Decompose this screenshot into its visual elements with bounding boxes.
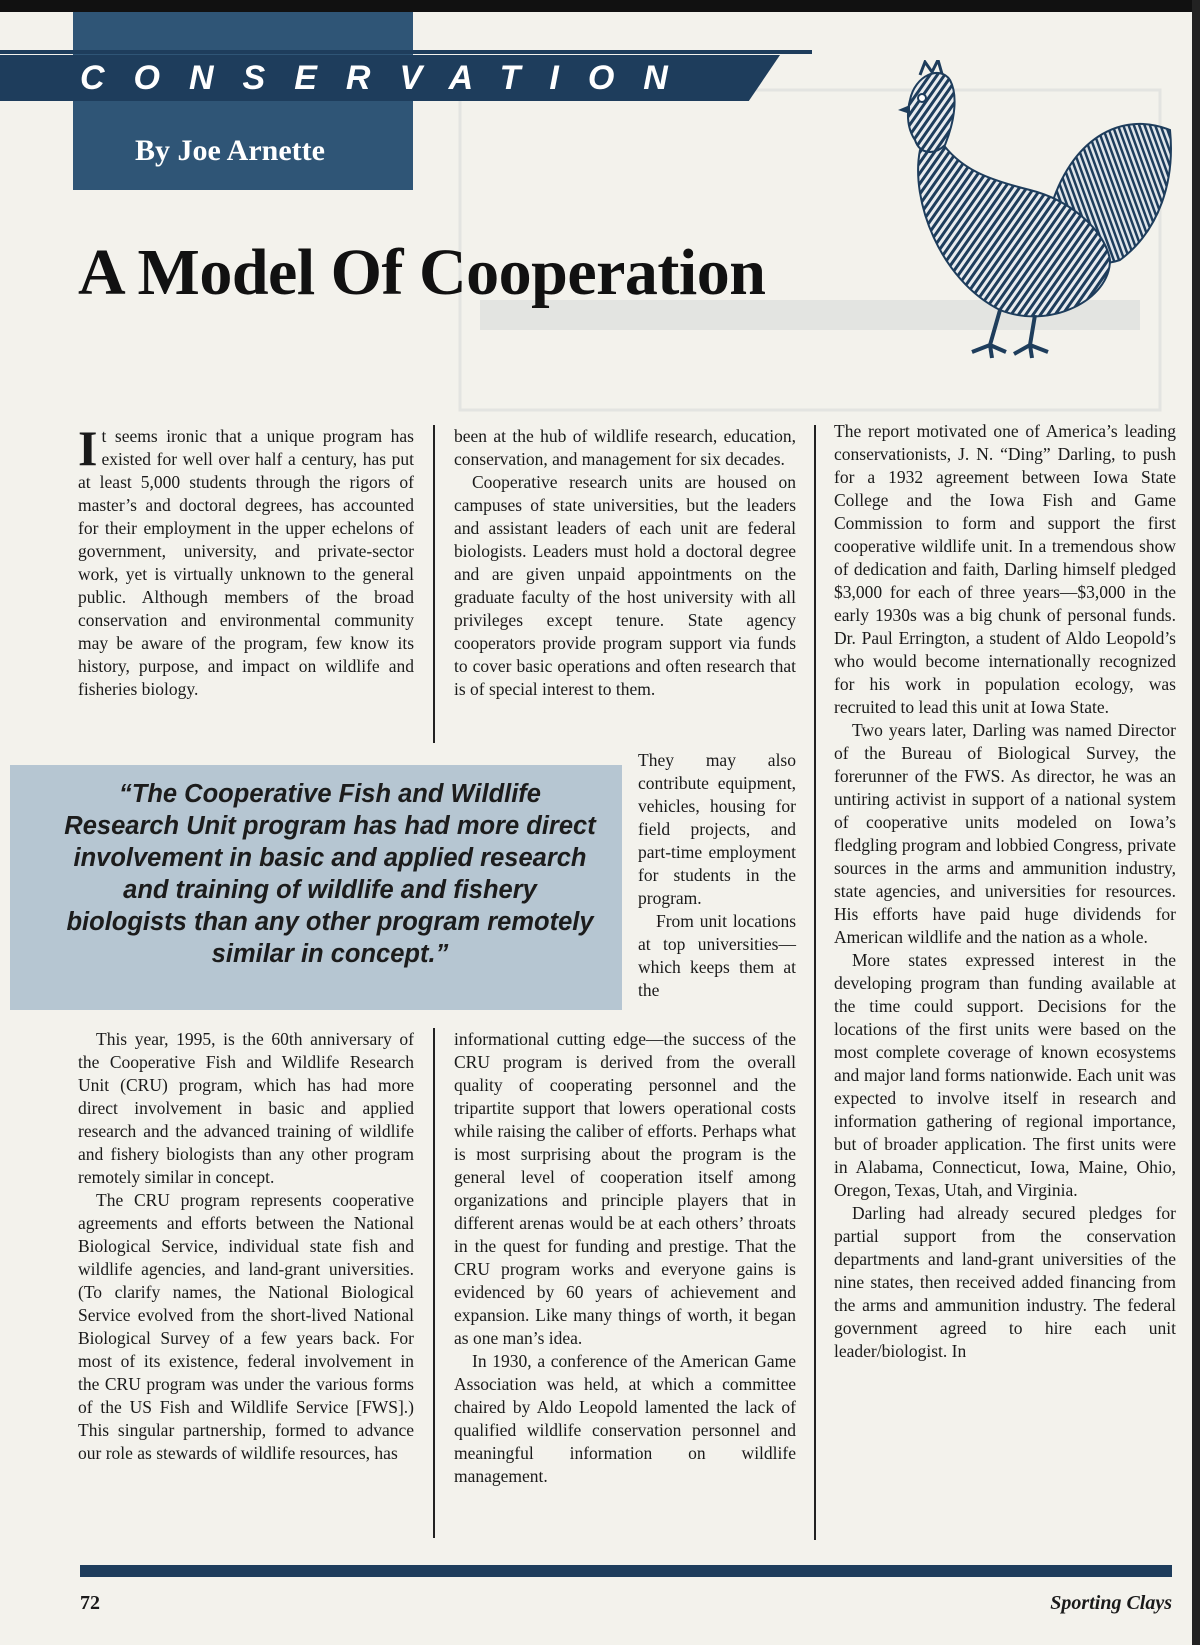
section-bar-rule xyxy=(0,50,812,54)
paragraph: The CRU program represents cooperative agreements and efforts between the National Biological Service, individual state fish and wildlife agencies, and land-grant universities. (To clarify names, the National Biological Service evolved from the short-lived National Biological Survey of a few years back. For most of its existence, federal involvement in the CRU program was under the various forms of the US Fish and Wildlife Service [FWS].) This singular partnership, formed to advance our role as stewards of wildlife resources, has xyxy=(78,1190,414,1463)
column-2-bottom xyxy=(454,1028,796,1488)
intro-paragraph: It seems ironic that a unique program has existed for well over half a century, has put at least 5,000 students through the rigors of master’s and doctoral degrees, has accounted for their employment in the upper echelons of government, university, and private-sector work, yet is virtually unknown to the general public. Although members of the broad conservation and environmental community may be aware of the program, few know its history, purpose, and impact on wildlife and fisheries biology. xyxy=(78,420,414,699)
column-rule-1-bottom xyxy=(433,1028,435,1538)
pull-quote: “The Cooperative Fish and Wildlife Research Unit program has had more direct involvement in basic and applied research and training of wildlife and fishery biologists than any other program remotely similar in concept.” xyxy=(64,780,596,968)
column-1-top xyxy=(78,420,414,701)
section-title: CONSERVATION xyxy=(80,59,697,97)
paragraph: From unit locations at top universities—which keeps them at the xyxy=(638,911,796,1000)
article-headline: A Model Of Cooperation xyxy=(78,236,766,309)
paragraph: informational cutting edge—the success of the CRU program is derived from the overall quality of cooperating personnel and the tripartite support that lowers operational costs while raising the caliber of efforts. Perhaps what is most surprising about the program is the general level of cooperation itself among organizations and principle players that in different arenas would be at each others’ throats in the quest for funding and prestige. That the CRU program works and everyone gains is evidenced by 60 years of achievement and expansion. Like many things of worth, it began as one man’s idea. xyxy=(454,1029,796,1348)
paragraph: Two years later, Darling was named Director of the Bureau of Biological Survey, the forerunner of the FWS. As director, he was an untiring activist in support of a national system of cooperative units modeled on Iowa’s fledgling program and lobbied Congress, private sources in the arms and ammunition industry, state agencies, and universities for resources. His efforts have paid huge dividends for American wildlife and the nation as a whole. xyxy=(834,720,1176,947)
page-binding-edge xyxy=(1192,0,1200,1645)
column-2-top xyxy=(454,425,796,701)
paragraph: been at the hub of wildlife research, education, conservation, and management for six decades. xyxy=(454,426,796,469)
drop-cap: I xyxy=(78,420,98,476)
magazine-name: Sporting Clays xyxy=(1050,1592,1172,1614)
column-rule-2 xyxy=(814,425,816,1540)
paragraph: Darling had already secured pledges for partial support from the conservation departments and land-grant universities of the nine states, then received added financing from the arms and ammunition industry. The federal government agreed to hire each unit leader/biologist. In xyxy=(834,1203,1176,1361)
column-3 xyxy=(834,420,1176,1363)
byline: By Joe Arnette xyxy=(135,134,325,167)
paragraph: The report motivated one of America’s leading conservationists, J. N. “Ding” Darling, to push for a 1932 agreement between Iowa State College and the Iowa Fish and Game Commission to form and support the first cooperative wildlife unit. In a tremendous show of dedication and faith, Darling himself pledged $3,000 for each of three years—$3,000 in the early 1930s was a big chunk of personal funds. Dr. Paul Errington, a student of Aldo Leopold’s who would become internationally recognized for his work in population ecology, was recruited to lead this unit at Iowa State. xyxy=(834,421,1176,717)
paragraph: This year, 1995, is the 60th anniversary of the Cooperative Fish and Wildlife Research Unit (CRU) program, which has had more direct involvement in basic and applied research and the advanced training of wildlife and fishery biologists than any other program remotely similar in concept. xyxy=(78,1029,414,1187)
paragraph: Cooperative research units are housed on campuses of state universities, but the leaders and assistant leaders of each unit are federal biologists. Leaders must hold a doctoral degree and are given unpaid appointments on the graduate faculty of the host university with all privileges except tenure. State agency cooperators provide program support via funds to cover basic operations and often research that is of special interest to them. xyxy=(454,472,796,699)
top-edge-band xyxy=(0,0,1200,12)
paragraph: More states expressed interest in the developing program than funding available at the time could support. Decisions for the locations of the first units were based on the most complete coverage of known ecosystems and major land forms nationwide. Each unit was expected to involve itself in research and information gathering of regional importance, but of broader application. The first units were in Alabama, Connecticut, Iowa, Maine, Ohio, Oregon, Texas, Utah, and Virginia. xyxy=(834,950,1176,1200)
page-number: 72 xyxy=(80,1592,100,1614)
grouse-illustration xyxy=(880,60,1180,360)
footer-rule xyxy=(80,1565,1172,1577)
paragraph: They may also contribute equipment, vehicles, housing for field projects, and part-time employment for students in the program. xyxy=(638,750,796,908)
column-rule-1-top xyxy=(433,425,435,743)
column-1-bottom xyxy=(78,1028,414,1465)
column-2-wrap xyxy=(638,749,796,1002)
paragraph: In 1930, a conference of the American Game Association was held, at which a committee chaired by Aldo Leopold lamented the lack of qualified wildlife conservation personnel and meaningful information on wildlife management. xyxy=(454,1351,796,1486)
